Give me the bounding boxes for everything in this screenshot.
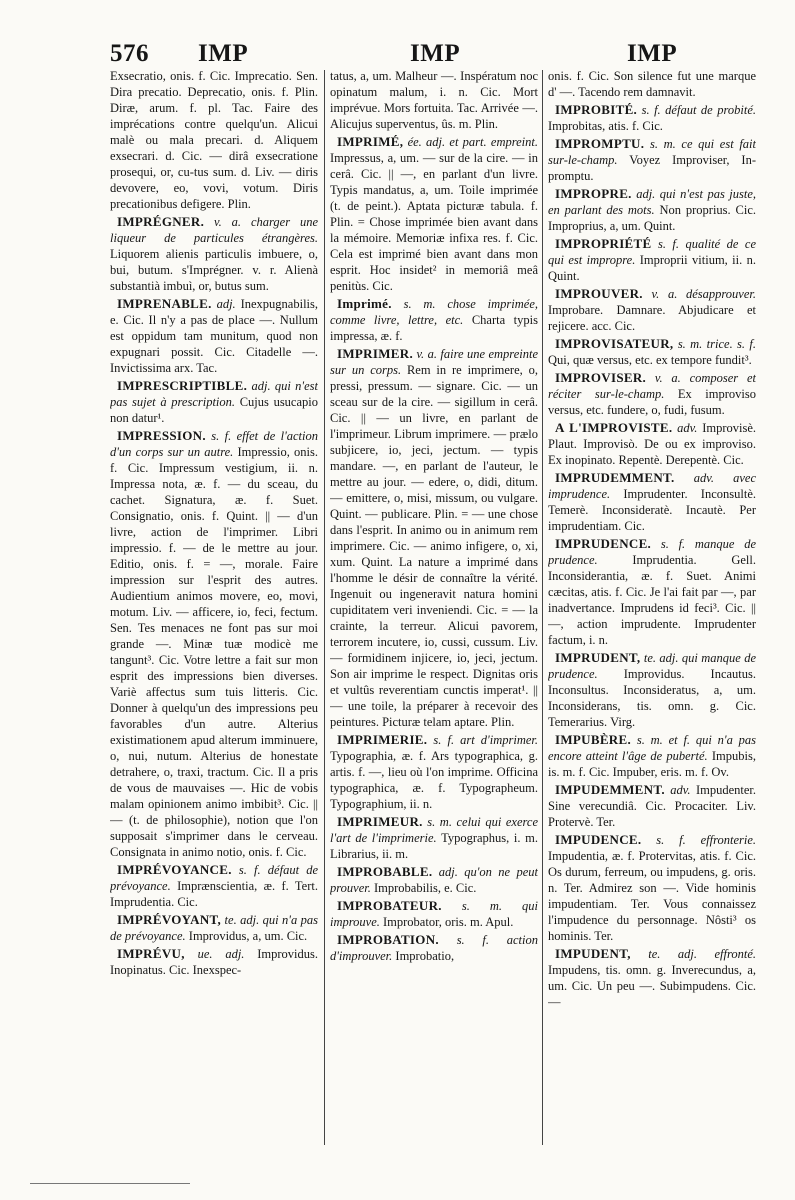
entry-definition: s. f. qualité de ce qui est impropre. (548, 237, 756, 267)
dictionary-entry (548, 236, 756, 284)
entry-headword: A L'IMPROVISTE. (555, 420, 673, 435)
dictionary-entry (330, 932, 538, 964)
entry-definition: s. m. qui improuve. (330, 899, 538, 929)
entry-definition: te. adj. effronté. (648, 947, 756, 961)
entry-headword: IMPRESCRIPTIBLE. (117, 378, 248, 393)
dictionary-entry (110, 862, 318, 910)
dictionary-entry (110, 428, 318, 860)
entry-continuation (548, 68, 756, 100)
dictionary-entry (548, 370, 756, 418)
entry-headword: IMPRIMEUR. (337, 814, 423, 829)
entry-text: Imprudentia. Gell. Inconsiderantia, æ. f. Suet. Animi cæcitas, atis. f. Cic. Je l'ai fait par —, par inadvertance. Imprudens id feci³. Cic. || —, action imprudente. Imprudenter factum, i. n. (548, 553, 756, 647)
dictionary-entry (548, 470, 756, 534)
column-divider (324, 70, 325, 1145)
entry-text: Impudens, tis. omn. g. Inverecundus, a, um. Cic. Un peu —. Subimpudens. Cic. — (548, 963, 756, 1009)
entry-headword: IMPROVISATEUR, (555, 336, 674, 351)
entry-headword: IMPRIMER. (337, 346, 413, 361)
entry-definition: ée. adj. et part. empreint. (407, 135, 538, 149)
entry-headword: IMPRUDENT, (555, 650, 641, 665)
dictionary-entry (548, 102, 756, 134)
dictionary-entry (548, 336, 756, 368)
dictionary-entry (330, 346, 538, 730)
entry-definition: te. adj. qui manque de prudence. (548, 651, 756, 681)
entry-headword: IMPROVISER. (555, 370, 647, 385)
dictionary-entry (110, 214, 318, 294)
dictionary-entry (330, 864, 538, 896)
entry-text: Improvidus. Inopinatus. Cic. Inexspec- (110, 947, 318, 977)
entry-text: Improprii vitium, ii. n. Quint. (548, 253, 756, 283)
entry-text: Impudentia, æ. f. Protervitas, atis. f. Cic. Os durum, ferreum, ou impudens, g. oris. n. Ter. Admirez son —. Vide hominis impudentiam. Ter. Vous connaissez l'impudence du personnage. Nôsti³ os hominis. Ter. (548, 849, 756, 943)
column-divider (542, 70, 543, 1145)
entry-continuation (330, 68, 538, 132)
entry-text: Typographia, æ. f. Ars typographica, g. artis. f. —, lieu où l'on imprime. Officina typographica, æ. f. Typographeum. Typographium, ii. n. (330, 749, 538, 811)
guide-word-right: IMP (627, 40, 678, 67)
dictionary-entry (110, 296, 318, 376)
entry-text: Imprudenter. Inconsultè. Temerè. Inconsideratè. Incautè. Per imprudentiam. Cic. (548, 487, 756, 533)
entry-text: Impudenter. Sine verecundiâ. Cic. Procaciter. Liv. Protervè. Ter. (548, 783, 756, 829)
entry-text: Ex improviso versus, etc. fundere, o, fudi, fusum. (548, 387, 756, 417)
entry-definition: adj. qui n'est pas sujet à prescription. (110, 379, 318, 409)
dictionary-entry (548, 832, 756, 944)
dictionary-entry (548, 782, 756, 830)
entry-headword: IMPRENABLE. (117, 296, 212, 311)
entry-headword: IMPROPRIÉTÉ (555, 236, 652, 251)
column-left (110, 68, 318, 1150)
entry-text: Voyez Improviser, In-promptu. (548, 153, 756, 183)
entry-definition: s. m. trice. s. f. (677, 337, 756, 351)
entry-definition: s. f. action d'improuver. (330, 933, 538, 963)
entry-headword: IMPROPRE. (555, 186, 632, 201)
entry-text: Improbator, oris. m. Apul. (383, 915, 514, 929)
column-center (330, 68, 538, 1150)
entry-text: Improbare. Damnare. Abjudicare et rejicere. acc. Cic. (548, 303, 756, 333)
entry-headword: IMPROBABLE. (337, 864, 433, 879)
dictionary-entry (330, 814, 538, 862)
entry-headword: IMPROMPTU. (555, 136, 645, 151)
dictionary-entry (548, 946, 756, 1010)
entry-text: Qui, quæ versus, etc. ex tempore fundit³. (548, 353, 752, 367)
entry-text: Liquorem alienis particulis imbuere, o, bui, butum. s'Imprégner. v. r. Alienà substantià imbuì, or, butus sum. (110, 247, 318, 293)
entry-text: Improbabilis, e. Cic. (373, 881, 477, 895)
entry-text: Impressus, a, um. — sur de la cire. — in cerâ. Cic. || —, en parlant d'un livre. Typis mandatus, a, um. Toile imprimée (t. de peint.). Aptata picturæ tabula. f. Plin. = Chose imprimée bien avant dans la mémoire. Memoriæ infixa res. f. Cic. Cela est imprimé bien avant dans mon esprit. Hoc insidet² in memoriâ meâ penitùs. Cic. (330, 151, 538, 293)
dictionary-entry (548, 186, 756, 234)
entry-headword: IMPROUVER. (555, 286, 643, 301)
entry-text: Cujus usucapio non datur¹. (110, 395, 318, 425)
entry-text: Improbatio, (395, 949, 455, 963)
entry-headword: IMPUDENT, (555, 946, 631, 961)
entry-definition: s. f. art d'imprimer. (433, 733, 538, 747)
dictionary-entry (110, 378, 318, 426)
entry-definition: s. f. effronterie. (656, 833, 756, 847)
entry-headword: IMPRIMÉ, (337, 134, 404, 149)
dictionary-entry (548, 420, 756, 468)
guide-word-left: IMP (198, 40, 249, 67)
entry-definition: s. m. ce qui est fait sur-le-champ. (548, 137, 756, 167)
entry-definition: ue. adj. (197, 947, 245, 961)
entry-definition: adv. (670, 783, 691, 797)
dictionary-entry (548, 536, 756, 648)
footer-rule (30, 1183, 190, 1184)
dictionary-entry (330, 296, 538, 344)
entry-text: Impressio, onis. f. Cic. Impressum vestigium, ii. n. Impressa nota, æ. f. — du sceau, du cachet. Signatura, æ. f. Suet. Consignatio, onis. f. Quint. || — d'un livre, action de l'imprimer. Libri impressio. f. — de le mettre au jour. Editio, onis. f. = —, morale. Faire impression sur l'esprit des autres. Audientium animos movere, eo, movi, motum. Liv. — afficere, io, feci, fectum. Sen. Tes menaces ne font pas sur moi grande —. Minæ tuæ modicè me tangunt³. Cic. Votre lettre a fait sur mon esprit des impressions bien diverses. Variè affectus sum tuis litteris. Cic. Donner à quelqu'un des impressions peu favorables d'un autre. Alterius existimationem apud alterum imminuere, o, nui, nutum. Alterius de honestate detrahere, o, traxi, tractum. Cic. Il a pris de vous de mauvaises —. Hic de vobis malam opinionem animo imbibit³. Cic. || — (t. de philosophie), notion que l'on supposait s'imprimer dans le cerveau. Consignata in animo notio, onis. f. Cic. (110, 445, 318, 859)
entry-headword: IMPRESSION. (117, 428, 206, 443)
entry-definition: v. a. composer et réciter sur-le-champ. (548, 371, 756, 401)
entry-headword: IMPUDENCE. (555, 832, 642, 847)
entry-headword: IMPROBATION. (337, 932, 439, 947)
dictionary-entry (330, 898, 538, 930)
entry-text: Non proprius. Cic. Improprius, a, um. Quint. (548, 203, 756, 233)
entry-definition: adv. avec imprudence. (548, 471, 756, 501)
dictionary-entry (548, 136, 756, 184)
entry-headword: IMPROBATEUR. (337, 898, 442, 913)
dictionary-entry (110, 946, 318, 978)
column-right (548, 68, 756, 1150)
entry-headword: IMPUDEMMENT. (555, 782, 665, 797)
entry-text: Charta typis impressa, æ. f. (330, 313, 538, 343)
dictionary-entry (548, 650, 756, 730)
entry-text: Improbitas, atis. f. Cic. (548, 119, 663, 133)
dictionary-entry (548, 732, 756, 780)
entry-definition: s. f. défaut de probité. (641, 103, 756, 117)
entry-text: tatus, a, um. Malheur —. Inspératum noc opinatum malum, i. n. Cic. Mort imprévue. Mors fortuita. Tac. Arrivée —. Alicujus superventus, ûs. m. Plin. (330, 69, 538, 131)
dictionary-entry (330, 732, 538, 812)
entry-definition: adj. qu'on ne peut prouver. (330, 865, 538, 895)
entry-headword: IMPRÉGNER. (117, 214, 205, 229)
entry-headword: IMPRÉVOYANT, (117, 912, 222, 927)
entry-definition: s. m. et f. qui n'a pas encore atteint l'âge de puberté. (548, 733, 756, 763)
entry-headword: IMPROBITÉ. (555, 102, 638, 117)
page-header (110, 40, 758, 70)
entry-text: Exsecratio, onis. f. Cic. Imprecatio. Sen. Dira precatio. Deprecatio, onis. f. Plin. Diræ, arum. f. pl. Tac. Faire des imprécations contre quelqu'un. Alicui malè ou mala precari. d. Aliquem exsecrari. d. Cic. — dirâ exsecratione prosequi, or, cu-tus sum. d. Liv. — diris devovere, eo, vovi, votum. Diris precationibus defigere. Plin. (110, 69, 318, 211)
dictionary-entry (548, 286, 756, 334)
entry-text: onis. f. Cic. Son silence fut une marque d' —. Tacendo rem damnavit. (548, 69, 756, 99)
entry-text: Inexpugnabilis, e. Cic. Il n'y a pas de place —. Nullum est oppidum tam munitum, quod non expugnari possit. Cic. Citadelle —. Invictissima arx. Tac. (110, 297, 318, 375)
entry-text: Typographus, i. m. Librarius, ii. m. (330, 831, 538, 861)
guide-word-center: IMP (410, 40, 461, 67)
entry-definition: adj. qui n'est pas juste, en parlant des mots. (548, 187, 756, 217)
entry-text: Rem in re imprimere, o, pressi, pressum. — signare. Cic. — un sceau sur de la cire. — sigillum in cerâ. Cic. || — un livre, en parlant de l'imprimeur. Librum imprimere. — prælo subjicere, io, jeci, jectum. — typis mandare. —, en parlant de l'auteur, le mettre au jour. — edere, o, didi, ditum. — emittere, o, misi, missum, ou vulgare. Quint. — publicare. Plin. = — une chose dans l'esprit. In animo ou in animum rem imprimere. Cic. — animo infigere, o, xi, xum. Quint. La nature a imprimé dans l'homme le désir de connaître la vérité. Ingenuit ou ingeneravit natura homini cupiditatem veri inveniendi. Cic. = — la crainte, la terreur. Alicui pavorem, terrorem incutere, io, cussi, cussum. Liv. — formidinem injicere, io, jeci, jectum. Son air imprime le respect. Dignitas oris et vultûs reverentiam cunctis imperat¹. || — une toile, la préparer à recevoir des peintures. Picturæ telam aptare. Plin. (330, 363, 538, 729)
entry-headword: Imprimé. (337, 296, 392, 311)
entry-headword: IMPUBÈRE. (555, 732, 632, 747)
entry-definition: s. f. effet de l'action d'un corps sur un autre. (110, 429, 318, 459)
entry-definition: s. m. celui qui exerce l'art de l'imprimerie. (330, 815, 538, 845)
entry-definition: v. a. charger une liqueur de particules étrangères. (110, 215, 318, 245)
dictionary-entry (330, 134, 538, 294)
entry-definition: te. adj. qui n'a pas de prévoyance. (110, 913, 318, 943)
entry-text: Improvidus. Incautus. Inconsultus. Inconsideratus, a, um. Inconsiderans, tis. omn. g. Cic. Temerarius. Virg. (548, 667, 756, 729)
entry-continuation (110, 68, 318, 212)
entry-definition: s. m. chose imprimée, comme livre, lettre, etc. (330, 297, 538, 327)
entry-definition: v. a. désapprouver. (651, 287, 756, 301)
entry-headword: IMPRÉVOYANCE. (117, 862, 232, 877)
dictionary-entry (110, 912, 318, 944)
entry-definition: s. f. manque de prudence. (548, 537, 756, 567)
entry-definition: adj. (216, 297, 236, 311)
entry-definition: adv. (677, 421, 698, 435)
entry-text: Improvidus, a, um. Cic. (188, 929, 308, 943)
entry-definition: v. a. faire une empreinte sur un corps. (330, 347, 538, 377)
entry-text: Impubis, is. m. f. Cic. Impuber, eris. m. f. Ov. (548, 749, 756, 779)
entry-text: Improvisè. Plaut. Improvisò. De ou ex improviso. Ex inopinato. Repentè. Derepentè. Cic. (548, 421, 756, 467)
entry-headword: IMPRUDENCE. (555, 536, 652, 551)
entry-headword: IMPRIMERIE. (337, 732, 428, 747)
entry-definition: s. f. défaut de prévoyance. (110, 863, 318, 893)
page-number: 576 (110, 40, 149, 67)
entry-headword: IMPRUDEMMENT. (555, 470, 675, 485)
entry-text: Imprænscientia, æ. f. Tert. Imprudentia. Cic. (110, 879, 318, 909)
entry-headword: IMPRÉVU, (117, 946, 185, 961)
